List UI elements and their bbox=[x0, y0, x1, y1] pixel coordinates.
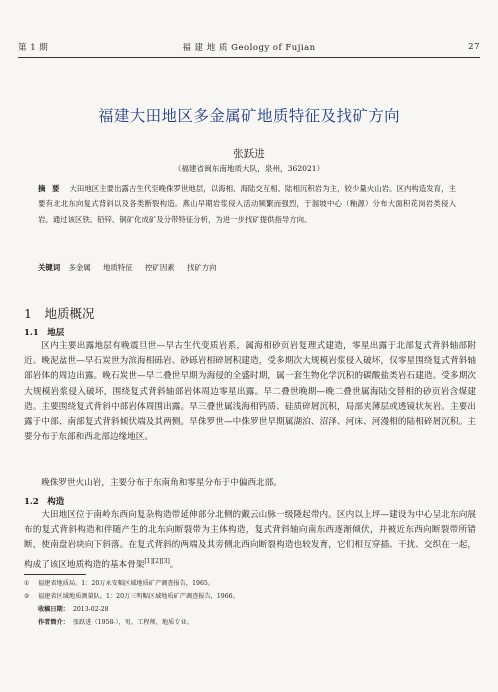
author-bio bbox=[38, 619, 476, 627]
citation-refs: [1][2][3] bbox=[144, 557, 170, 565]
keyword: 多金属 bbox=[68, 263, 91, 272]
abstract bbox=[38, 181, 456, 227]
paragraph-structure bbox=[24, 508, 476, 573]
footnote-mark: ② bbox=[24, 593, 30, 600]
author-bio-text: 张跃进（1958-），男，工程师，地质专业。 bbox=[72, 619, 193, 626]
received-date bbox=[38, 606, 476, 614]
running-header bbox=[18, 40, 480, 54]
article-title: 福建大田地区多金属矿地质特征及找矿方向 bbox=[97, 107, 401, 125]
abstract-label: 摘 要 bbox=[38, 184, 62, 193]
author-bio-label: 作者简介： bbox=[38, 619, 69, 626]
abstract-text: 大田地区主要出露古生代至晚侏罗世地层，以海相、海陆交互相、陆相沉积岩为主，较少量火山岩。区内构造发育，主要有北北东向复式背斜以及各类断裂构造。燕山早期岩浆侵入活动频繁而强烈，于溜坡中心（釉源）分布大面积花岗岩类侵入岩。通过该区铁、铅锌、铜矿化成矿及分带特征分析，为进一步找矿提供指导方向。 bbox=[38, 184, 456, 224]
footnote-text: 福建省地质局。1：20万永安幅区域地质矿产调查报告，1965。 bbox=[38, 580, 215, 587]
footnote-mark: ① bbox=[24, 580, 30, 587]
journal-name: 福 建 地 质 Geology of Fujian bbox=[182, 43, 316, 53]
author-name: 张跃进 bbox=[233, 148, 265, 160]
footnote-text: 福建省区域地质测量队。1：20万三明幅区域地质矿产调查报告，1966。 bbox=[38, 593, 239, 600]
received-label: 收稿日期： bbox=[38, 606, 69, 613]
subsection-heading: 1.2 构造 bbox=[24, 497, 65, 507]
subsection-heading: 1.1 地层 bbox=[24, 328, 65, 338]
keyword: 控矿因素 bbox=[145, 263, 175, 272]
issue-number: 第 1 期 bbox=[18, 43, 49, 53]
keywords bbox=[38, 262, 456, 273]
footnote-rule bbox=[24, 574, 86, 575]
footnote bbox=[24, 593, 476, 601]
keyword: 地质特征 bbox=[103, 263, 133, 272]
structure-text: 大田地区位于南岭东西向复杂构造带延伸部分北侧的戴云山脉一级隆起带内。区内以上坪—建设为中心呈北东向展布的复式背斜构造和伴随产生的北东向断裂带为主体构造，复式背斜轴向南东西逐渐倾伏，并被近东西向断裂带所错断，使南盘岩块向下斜落。在复式背斜的两端及其旁侧北西向断裂构造也较发育，它们相互穿插、干扰、交织在一起，构成了该区地质构造的基本骨架 bbox=[24, 510, 476, 570]
section-heading: 1 地质概况 bbox=[24, 306, 95, 321]
keywords-label: 关键词 bbox=[38, 263, 61, 272]
author-affiliation: （福建省闽东南地质大队，泉州，362021） bbox=[173, 164, 325, 173]
page-number: 27 bbox=[468, 42, 480, 52]
structure-text-end: 。 bbox=[169, 559, 179, 570]
paragraph-strata: 区内主要出露地层有晚震旦世—早古生代变质岩系，属海相砂页岩复理式建造，零星出露于北部复式背斜轴部附近。晚泥盆世—早石炭世为滨海相砾岩、砂砾岩相碎屑积建造，受多期次大规模岩浆侵入破坏，仅零星围绕复式背斜轴部岩体的周边出露。晚石炭世—早二叠世早期为海侵的全盛时期，属一套生物化学沉积的碳酸盐类岩石建造。受多期次大规模岩浆侵入破坏，围绕复式背斜轴部岩体周边零星出露。早二叠世晚期—晚二叠世属海陆交替相的砂页岩含煤建造。主要围绕复式背斜中部岩体周围出露。早三叠世属浅海相钙质、硅质碎屑沉积，局部夹薄层或透镜状灰岩。主要出露于中部、南部复式背斜倾伏端及其两侧。早侏罗世—中侏罗世早期属湖泊、沼泽、河床、河漫相的陆相碎屑沉积。主要分布于东部和西北部边缘地区。 bbox=[24, 341, 476, 443]
footnote bbox=[24, 580, 476, 588]
header-rule bbox=[18, 57, 480, 58]
paragraph-volcanics: 晚侏罗世火山岩，主要分布于东南角和零星分布于中偏西北部。 bbox=[41, 478, 282, 488]
keyword: 找矿方向 bbox=[186, 263, 217, 272]
received-value: 2013-02-28 bbox=[72, 606, 109, 613]
